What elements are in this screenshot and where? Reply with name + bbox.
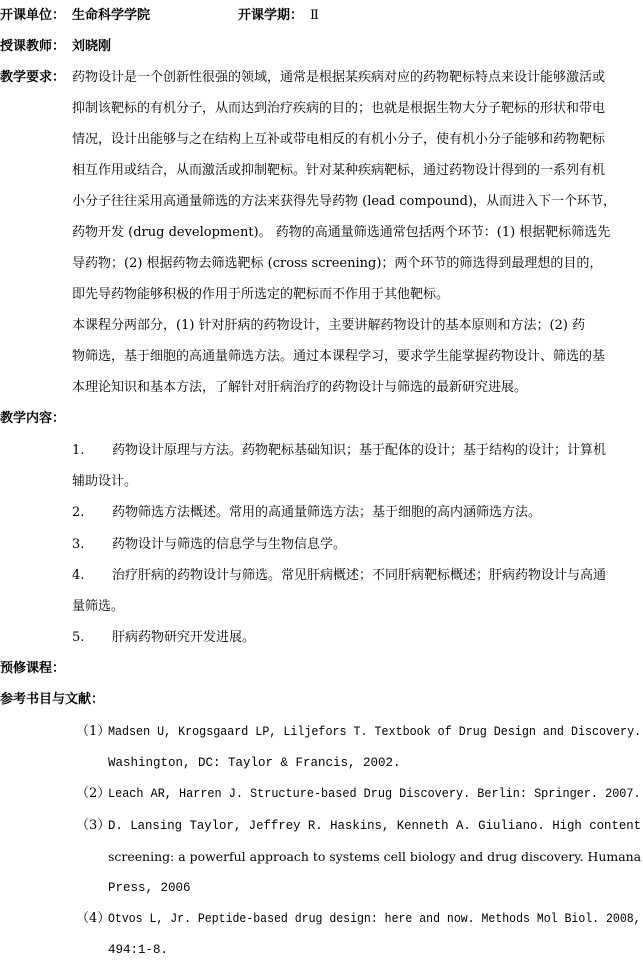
- content-item-number: 3.: [72, 537, 85, 552]
- content-item-text: 辅助设计。: [72, 474, 138, 489]
- requirements-line: 药物设计是一个创新性很强的领域，通常是根据某疾病对应的药物靶标特点来设计能够激活或: [72, 70, 606, 85]
- reference-text: Otvos L, Jr. Peptide-based drug design: here and now. Methods Mol Biol. 2008,: [108, 912, 641, 926]
- reference-number: （1）: [76, 724, 111, 739]
- teacher-label: 授课教师：: [0, 39, 66, 54]
- content-item-text: 药物设计与筛选的信息学与生物信息学。: [112, 537, 347, 552]
- content-item-text: 肝病药物研究开发进展。: [112, 630, 256, 645]
- requirements-line: 相互作用或结合，从而激活或抑制靶标。针对某种疾病靶标，通过药物设计得到的一系列有机: [72, 163, 606, 178]
- reference-number: （3）: [76, 818, 111, 833]
- reference-text: Press, 2006: [108, 881, 191, 895]
- reference-text: Madsen U, Krogsgaard LP, Liljefors T. Textbook of Drug Design and Discovery.: [108, 725, 642, 739]
- prereq-label: 预修课程：: [0, 661, 66, 676]
- reference-text: D. Lansing Taylor, Jeffrey R. Haskins, Kenneth A. Giuliano. High content: [108, 819, 642, 833]
- requirements-line: 即先导药物能够积极的作用于所选定的靶标而不作用于其他靶标。: [72, 287, 450, 302]
- requirements-line: 小分子往往采用高通量筛选的方法来获得先导药物 (lead compound)，从而进入下一个环节，: [72, 194, 616, 209]
- unit-value: 生命科学学院: [72, 8, 151, 23]
- content-label: 教学内容：: [0, 411, 66, 426]
- requirements-label: 教学要求：: [0, 70, 66, 85]
- requirements-line: 本理论知识和基本方法，了解针对肝病治疗的药物设计与筛选的最新研究进展。: [72, 380, 528, 395]
- content-item-text: 药物筛选方法概述。常用的高通量筛选方法；基于细胞的高内涵筛选方法。: [112, 505, 542, 520]
- requirements-line: 情况，设计出能够与之在结构上互补或带电相反的有机小分子，使有机小分子能够和药物靶标: [72, 132, 606, 147]
- requirements-line: 抑制该靶标的有机分子，从而达到治疗疾病的目的；也就是根据生物大分子靶标的形状和带电: [72, 101, 606, 116]
- teacher-value: 刘晓刚: [72, 39, 112, 54]
- requirements-line: 物筛选，基于细胞的高通量筛选方法。通过本课程学习，要求学生能掌握药物设计、筛选的基: [72, 349, 606, 364]
- content-item-number: 2.: [72, 505, 85, 520]
- reference-text: Leach AR, Harren J. Structure-based Drug Discovery. Berlin: Springer. 2007.: [108, 787, 641, 801]
- reference-text: 494:1-8.: [108, 943, 169, 957]
- unit-label: 开课单位：: [0, 8, 66, 23]
- requirements-line: 导药物；(2) 根据药物去筛选靶标 (cross screening)；两个环节的筛选得到最理想的目的，: [72, 256, 603, 271]
- reference-text: screening: a powerful approach to systems cell biology and drug discovery. Humana: [108, 849, 642, 864]
- content-item-text: 药物设计原理与方法。药物靶标基础知识；基于配体的设计；基于结构的设计；计算机: [112, 443, 607, 458]
- content-item-text: 治疗肝病的药物设计与筛选。常见肝病概述；不同肝病靶标概述；肝病药物设计与高通: [112, 568, 607, 583]
- content-item-number: 5.: [72, 630, 85, 645]
- requirements-line: 本课程分两部分，(1) 针对肝病的药物设计，主要讲解药物设计的基本原则和方法；(2) 药: [72, 318, 586, 333]
- reference-number: （2）: [76, 786, 111, 801]
- requirements-line: 药物开发 (drug development)。 药物的高通量筛选通常包括两个环节：(1) 根据靶标筛选先: [72, 225, 611, 240]
- reference-number: （4）: [76, 911, 111, 926]
- content-item-number: 1.: [72, 443, 85, 458]
- content-item-text: 量筛选。: [72, 599, 125, 614]
- content-item-number: 4.: [72, 568, 85, 583]
- term-value: Ⅱ: [310, 8, 319, 23]
- reference-text: Washington, DC: Taylor & Francis, 2002.: [108, 756, 401, 770]
- references-label: 参考书目与文献：: [0, 692, 105, 707]
- term-label: 开课学期：: [238, 8, 304, 23]
